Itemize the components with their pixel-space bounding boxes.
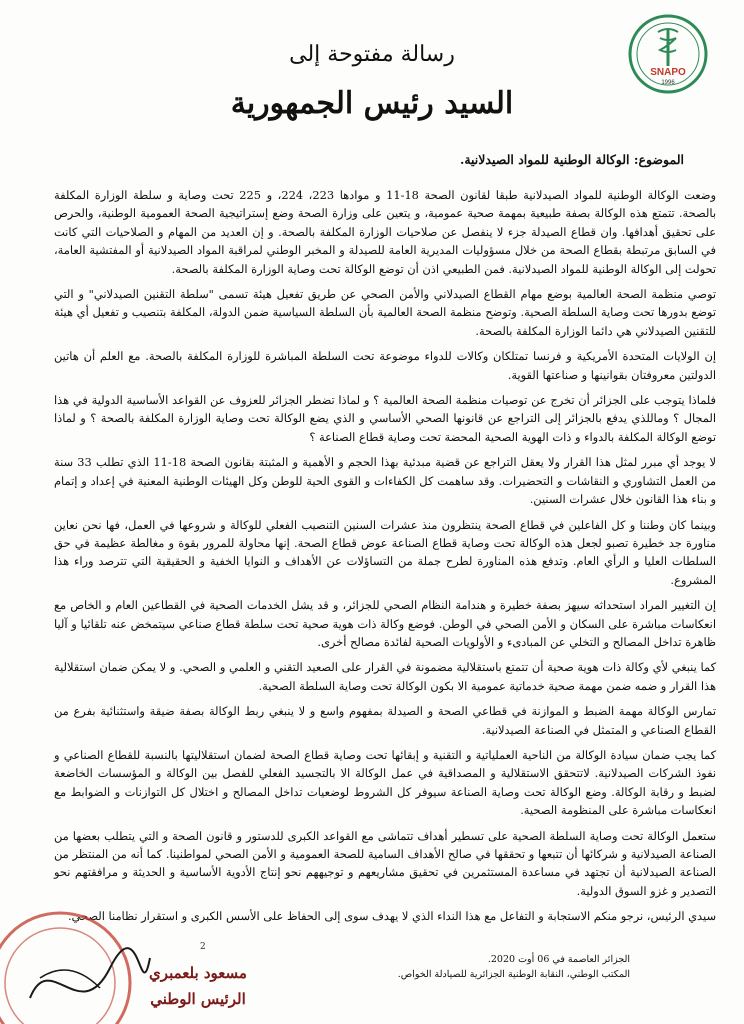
paragraph: سيدي الرئيس، نرجو منكم الاستجابة و التفاعل مع هذا النداء الذي لا يهدف سوى إلى الحفاظ على الأسس الكبرى و استقرار نظامنا الصحي. [67,909,716,924]
office-line: المكتب الوطني، النقابة الوطنية الجزائرية للصيادلة الخواص. [397,969,630,980]
logo-year: 1996 [661,80,675,86]
paragraph: توصي منظمة الصحة العالمية بوضع مهام القطاع الصيدلاني والأمن الصحي عن طريق تفعيل هيئة تسمى "سلطة التقنين الصيدلاني" و التي توضع بدورها تحت وصاية السلطة الصحية. وتوضح منظمة الصحة العالمية بأن السلطة السياسية ضمن الدولة، المكلفة بتنصيب و تفعيل أي هيئة للتقنين الصيدلاني هي دائما الوزارة المكلفة بالصحة. [54,287,716,338]
date-line: الجزائر العاصمة في 06 أوت 2020. [487,954,630,965]
letter-title: السيد رئيس الجمهورية [230,86,514,121]
paragraph: فلماذا يتوجب على الجزائر أن تخرج عن توصيات منظمة الصحة العالمية ؟ و لماذا تضطر الجزائر للعزوف عن القواعد الأساسية الدولية في هذا المجال ؟ وماللذي يدفع بالجزائر إلى التراجع عن قانونها الصحي الأساسي و الذي يضع الوكالة تحت وصاية الوزارة المكلفة بالصحة ؟ و لماذا توضع الوكالة المكلفة بالدواء و ذات الهوية الصحية المحضة تحت وصاية قطاع الصناعة ؟ [54,393,716,444]
paragraph: كما يجب ضمان سيادة الوكالة من الناحية العملياتية و التقنية و إبقائها تحت وصاية قطاع الصحة لضمان استقلاليتها بالنسبة للقطاع الصناعي و نفوذ الشركات الصيدلانية. لاتتحقق الاستقلالية و المصداقية في عمل الوكالة الا بالتجسيد الفعلي للفصل بين الوكالة و المؤسسات الخاضعة لضبط و رقابة الوكالة. وضع الوكالة تحت وصاية الصناعة سيوفر كل الشروط لوضعيات تداخل المصالح و اختلال كل التوازنات و الضوابط مع انعكاسات مباشرة على المنظومة الصحية. [54,747,716,818]
signer-title: الرئيس الوطني [150,990,246,1008]
paragraph: ستعمل الوكالة تحت وصاية السلطة الصحية على تسطير أهداف تتماشى مع القواعد الكبرى للدستور و قانون الصحة و التي يتطلب بعضها من الصناعة الصيدلانية و شركائها أن تتبعها و تحققها في صالح الأهداف السامية للصحة العمومية و الأمن الصحي لمواطنينا. كما أنه من المنتظر من الصناعة الصيدلانية أن تجتهد في مساعدة المستثمرين في تحقيق مشاريعهم و توجيههم نحو إنتاج الأدوية الأساسية و الحديثة و مرافقتهم نحو التصدير و غزو السوق الدولية. [54,828,716,898]
page-number: 2 [200,942,206,952]
letter-subtitle: رسالة مفتوحة إلى [289,42,455,67]
letter-footer [210,952,630,982]
logo-name: SNAPO [650,67,686,78]
paragraph: إن التغيير المراد استحداثه سيهز بصفة خطيرة و هندامة النظام الصحي للجزائر، و قد يشل الخدمات الصحية في القطاعين العام و الخاص مع انعكاسات مباشرة على السكان و الأمن الصحي في الوطن. فوضع وكالة ذات هوية صحية تحت سلطة قطاع صناعي سيتمخض عنه تلقائيا و آليا ظاهرة تداخل المصالح و التخلي عن المبادىء و الأولويات الصحية لفائدة مصالح أخرى. [54,598,716,649]
signer-name: مسعود بلعمبري [149,964,247,982]
paragraph: تمارس الوكالة مهمة الضبط و الموازنة في قطاعي الصحة و الصيدلة بمفهوم واسع و لا ينبغي ربط الوكالة بصفة ضيقة واستثنائية بفرع من القطاع الصناعي و المتمثل في الصناعة الصيدلانية. [54,704,716,737]
letter-subject: الموضوع: الوكالة الوطنية للمواد الصيدلانية. [459,152,684,167]
paragraph: إن الولايات المتحدة الأمريكية و فرنسا تمتلكان وكالات للدواء موضوعة تحت السلطة المباشرة للوزارة المكلفة بالصحة. مع العلم أن هاتين الدولتين معروفتان بقوانينها و صناعتها القوية. [54,349,716,382]
paragraph: وضعت الوكالة الوطنية للمواد الصيدلانية طبقا لقانون الصحة 18-11 و موادها 223، 224، و 225 تحت وصاية و سلطة الوزارة المكلفة بالصحة. تتمتع هذه الوكالة بصفة طبيعية بمهمة صحية عمومية، و يتعين على وزارة الصحة وضع إستراتيجية الصحة العمومية الوطنية، والحرص على تحقيق أهدافها. وان قطاع الصيدلة جزء لا ينفصل عن صلاحيات الوزارة المكلفة بالصحة. و إن العديد من المهام و الصلاحيات التي كانت في السابق مرتبطة بقطاع الصحة من خلال مسؤوليات المديرية العامة للصيدلة و المخبر الوطني لمراقبة المواد الصيدلانية أو المفتشية العامة، تحولت إلى الوكالة الوطنية للمواد الصيدلانية. فمن الطبيعي اذن أن توضع الوكالة تحت وصاية الوزارة المكلفة بالصحة. [54,188,716,276]
paragraph: كما ينبغي لأي وكالة ذات هوية صحية أن تتمتع باستقلالية مضمونة في القرار على الصعيد التقني و العلمي و الصحي. و لا يمكن ضمان استقلالية هذا القرار و ضمه ضمن مهمة صحية خدماتية عمومية الا بكون الوكالة تحت وصاية السلطة الصحية. [54,660,716,693]
paragraph: وبينما كان وطننا و كل الفاعلين في قطاع الصحة ينتظرون منذ عشرات السنين التنصيب الفعلي للوكالة و شروعها في العمل، فها نحن نعاين مناورة جد خطيرة تصبو لجعل هذه الوكالة تحت وصاية قطاع الصناعة عوض قطاع الصحة. إنها محاولة للمرور بقوة و مغالطة عظيمة في حق السلطات العليا و الرأي العام. وتدفع هذه المناورة لطرح جملة من التساؤلات عن الأهداف و النوايا الخفية و الحقيقية التي تترصد وراء هذا المشروع. [54,517,716,587]
letter-body [54,186,716,946]
paragraph: لا يوجد أي مبرر لمثل هذا القرار ولا يعقل التراجع عن قضية مبدئية بهذا الحجم و الأهمية و المثبتة بقانون الصحة 18-11 الذي تطلب 33 سنة من العمل التشاوري و النقاشات و التحضيرات. وقد ساهمت كل الكفاءات و القوى الحية للوطن وكل الهيئات الوطنية المعنية في إعداد و إتمام و بناء هذا القانون خلال عشرات السنين. [54,455,716,507]
